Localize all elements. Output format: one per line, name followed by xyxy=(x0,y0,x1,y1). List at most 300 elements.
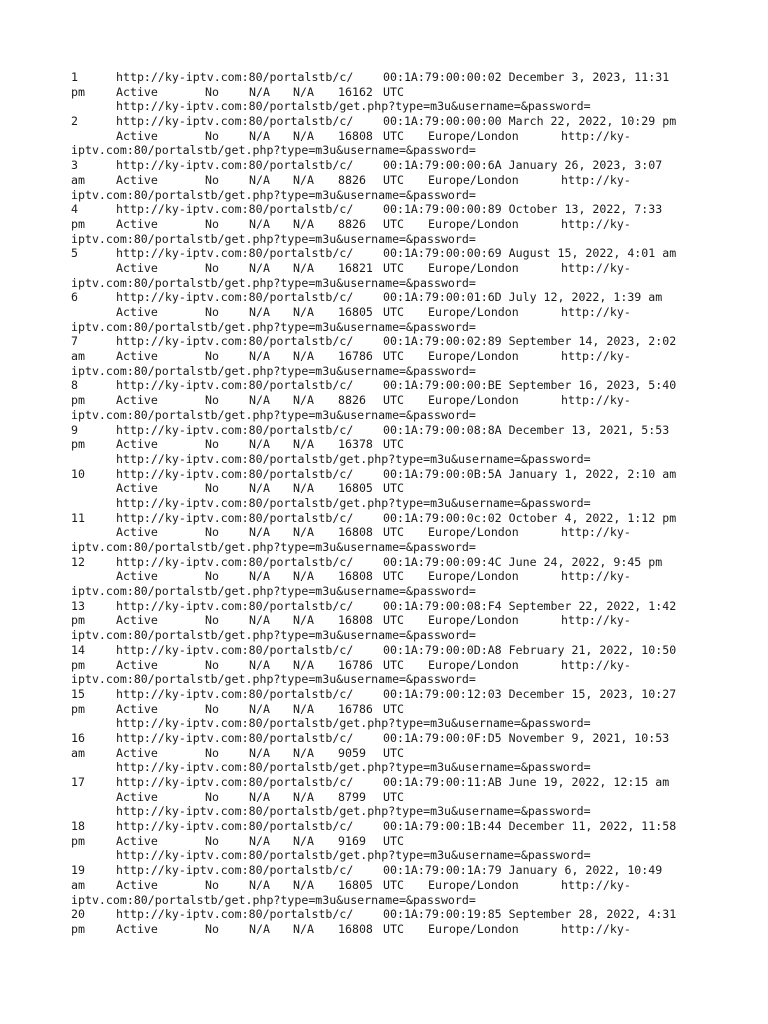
flag-value: No xyxy=(205,745,219,760)
record-line-primary xyxy=(71,687,711,702)
na-value: N/A xyxy=(249,877,270,892)
portal-url: http://ky-iptv.com:80/portalstb/c/ xyxy=(116,290,354,305)
mac-address: 00:1A:79:00:0B:5A xyxy=(383,466,502,481)
na-value: N/A xyxy=(293,525,314,540)
expiry-date: October 13, 2022, 7:33 xyxy=(508,202,663,217)
portal-url: http://ky-iptv.com:80/portalstb/c/ xyxy=(116,510,354,525)
na-value: N/A xyxy=(249,613,270,628)
channel-count: 16808 xyxy=(338,128,373,143)
flag-value: No xyxy=(205,481,219,496)
record-line-status xyxy=(71,437,711,452)
channel-count: 9169 xyxy=(338,833,366,848)
record-number: 15 xyxy=(71,686,85,701)
status-text: Active xyxy=(116,745,158,760)
time-suffix: pm xyxy=(71,437,85,452)
portal-url: http://ky-iptv.com:80/portalstb/c/ xyxy=(116,598,354,613)
playlist-url-continued: iptv.com:80/portalstb/get.php?type=m3u&username=&password= xyxy=(71,584,476,599)
na-value: N/A xyxy=(249,393,270,408)
record-line-primary xyxy=(71,114,711,129)
playlist-url-continued: iptv.com:80/portalstb/get.php?type=m3u&username=&password= xyxy=(71,407,476,422)
record-line-url xyxy=(71,452,711,467)
timezone: UTC xyxy=(383,437,404,452)
mac-and-date xyxy=(383,599,676,614)
mac-address: 00:1A:79:00:00:00 xyxy=(383,114,502,129)
portal-url: http://ky-iptv.com:80/portalstb/c/ xyxy=(116,819,354,834)
na-value: N/A xyxy=(249,437,270,452)
na-value: N/A xyxy=(293,128,314,143)
time-suffix: pm xyxy=(71,613,85,628)
channel-count: 16821 xyxy=(338,260,373,275)
timezone: UTC xyxy=(383,84,404,99)
region: Europe/London xyxy=(428,657,519,672)
channel-count: 16162 xyxy=(338,84,373,99)
region: Europe/London xyxy=(428,613,519,628)
mac-and-date xyxy=(383,643,676,658)
expiry-date: June 24, 2022, 9:45 pm xyxy=(508,554,663,569)
timezone: UTC xyxy=(383,701,404,716)
channel-count: 16808 xyxy=(338,525,373,540)
mac-address: 00:1A:79:00:00:69 xyxy=(383,246,502,261)
record-number: 5 xyxy=(71,246,78,261)
timezone: UTC xyxy=(383,172,404,187)
record-line-primary xyxy=(71,731,711,746)
na-value: N/A xyxy=(293,349,314,364)
record-number: 14 xyxy=(71,642,85,657)
record-line-status xyxy=(71,173,711,188)
na-value: N/A xyxy=(293,877,314,892)
region: Europe/London xyxy=(428,569,519,584)
playlist-url-continued: iptv.com:80/portalstb/get.php?type=m3u&username=&password= xyxy=(71,628,476,643)
record-number: 3 xyxy=(71,158,78,173)
time-suffix: pm xyxy=(71,657,85,672)
expiry-date: December 15, 2023, 10:27 xyxy=(508,686,677,701)
record-line-status xyxy=(71,613,711,628)
flag-value: No xyxy=(205,216,219,231)
na-value: N/A xyxy=(293,657,314,672)
time-suffix: pm xyxy=(71,833,85,848)
timezone: UTC xyxy=(383,657,404,672)
flag-value: No xyxy=(205,128,219,143)
record-line-status xyxy=(71,305,711,320)
record-line-url xyxy=(71,584,711,599)
record-number: 12 xyxy=(71,554,85,569)
mac-and-date xyxy=(383,423,669,438)
record-line-status xyxy=(71,569,711,584)
playlist-url-continued: iptv.com:80/portalstb/get.php?type=m3u&username=&password= xyxy=(71,143,476,158)
status-text: Active xyxy=(116,877,158,892)
flag-value: No xyxy=(205,525,219,540)
na-value: N/A xyxy=(293,437,314,452)
channel-count: 16805 xyxy=(338,305,373,319)
mac-address: 00:1A:79:00:00:89 xyxy=(383,202,502,217)
playlist-url-continued: iptv.com:80/portalstb/get.php?type=m3u&username=&password= xyxy=(71,892,476,907)
playlist-url-start: http://ky- xyxy=(561,216,631,231)
na-value: N/A xyxy=(293,569,314,584)
record-number: 8 xyxy=(71,378,78,393)
flag-value: No xyxy=(205,657,219,672)
record-line-primary xyxy=(71,378,711,393)
na-value: N/A xyxy=(293,305,314,319)
record-line-url xyxy=(71,804,711,819)
na-value: N/A xyxy=(293,84,314,99)
playlist-url-start: http://ky- xyxy=(561,569,631,584)
status-text: Active xyxy=(116,525,158,540)
playlist-url-continued: iptv.com:80/portalstb/get.php?type=m3u&username=&password= xyxy=(71,363,476,378)
playlist-url-start: http://ky- xyxy=(561,172,631,187)
na-value: N/A xyxy=(293,172,314,187)
timezone: UTC xyxy=(383,216,404,231)
record-line-url xyxy=(71,232,711,247)
playlist-url-start: http://ky- xyxy=(561,921,631,936)
record-line-status xyxy=(71,349,711,364)
playlist-url: http://ky-iptv.com:80/portalstb/get.php?type=m3u&username=&password= xyxy=(116,99,591,114)
timezone: UTC xyxy=(383,393,404,408)
expiry-date: February 21, 2022, 10:50 xyxy=(508,642,677,657)
flag-value: No xyxy=(205,613,219,628)
record-line-status xyxy=(71,834,711,849)
time-suffix: pm xyxy=(71,216,85,231)
flag-value: No xyxy=(205,260,219,275)
channel-count: 16786 xyxy=(338,657,373,672)
record-line-url xyxy=(71,672,711,687)
flag-value: No xyxy=(205,833,219,848)
record-line-status xyxy=(71,525,711,540)
na-value: N/A xyxy=(249,260,270,275)
record-line-primary xyxy=(71,511,711,526)
channel-count: 16805 xyxy=(338,481,373,496)
playlist-url: http://ky-iptv.com:80/portalstb/get.php?type=m3u&username=&password= xyxy=(116,760,591,775)
flag-value: No xyxy=(205,569,219,584)
na-value: N/A xyxy=(293,216,314,231)
status-text: Active xyxy=(116,393,158,408)
time-suffix: pm xyxy=(71,921,85,936)
record-number: 10 xyxy=(71,466,85,481)
record-number: 19 xyxy=(71,863,85,878)
expiry-date: November 9, 2021, 10:53 xyxy=(508,730,670,745)
time-suffix: pm xyxy=(71,701,85,716)
na-value: N/A xyxy=(249,833,270,848)
mac-address: 00:1A:79:00:0c:02 xyxy=(383,510,502,525)
channel-count: 16808 xyxy=(338,613,373,628)
mac-address: 00:1A:79:00:19:85 xyxy=(383,907,502,922)
record-line-primary xyxy=(71,599,711,614)
expiry-date: December 13, 2021, 5:53 xyxy=(508,422,670,437)
record-line-url xyxy=(71,320,711,335)
time-suffix: am xyxy=(71,349,85,364)
playlist-url-continued: iptv.com:80/portalstb/get.php?type=m3u&username=&password= xyxy=(71,540,476,554)
na-value: N/A xyxy=(249,481,270,496)
na-value: N/A xyxy=(249,745,270,760)
timezone: UTC xyxy=(383,305,404,319)
region: Europe/London xyxy=(428,349,519,364)
record-number: 20 xyxy=(71,907,85,922)
status-text: Active xyxy=(116,701,158,716)
channel-count: 8826 xyxy=(338,216,366,231)
record-line-url xyxy=(71,848,711,863)
playlist-url: http://ky-iptv.com:80/portalstb/get.php?type=m3u&username=&password= xyxy=(116,848,591,863)
playlist-url-continued: iptv.com:80/portalstb/get.php?type=m3u&username=&password= xyxy=(71,275,476,290)
record-line-status xyxy=(71,878,711,893)
mac-address: 00:1A:79:00:00:6A xyxy=(383,158,502,173)
mac-and-date xyxy=(383,202,662,217)
record-line-url xyxy=(71,716,711,731)
playlist-url: http://ky-iptv.com:80/portalstb/get.php?type=m3u&username=&password= xyxy=(116,451,591,466)
portal-url: http://ky-iptv.com:80/portalstb/c/ xyxy=(116,422,354,437)
timezone: UTC xyxy=(383,525,404,540)
timezone: UTC xyxy=(383,569,404,584)
record-number: 6 xyxy=(71,290,78,305)
na-value: N/A xyxy=(293,745,314,760)
record-number: 13 xyxy=(71,598,85,613)
portal-url: http://ky-iptv.com:80/portalstb/c/ xyxy=(116,642,354,657)
expiry-date: January 1, 2022, 2:10 am xyxy=(508,466,677,481)
record-line-status xyxy=(71,746,711,761)
mac-address: 00:1A:79:00:00:02 xyxy=(383,70,502,84)
mac-and-date xyxy=(383,511,676,526)
region: Europe/London xyxy=(428,393,519,408)
record-number: 16 xyxy=(71,730,85,745)
record-line-primary xyxy=(71,775,711,790)
mac-and-date xyxy=(383,687,676,702)
na-value: N/A xyxy=(249,657,270,672)
flag-value: No xyxy=(205,172,219,187)
status-text: Active xyxy=(116,657,158,672)
expiry-date: August 15, 2022, 4:01 am xyxy=(508,246,677,261)
flag-value: No xyxy=(205,393,219,408)
timezone: UTC xyxy=(383,833,404,848)
playlist-url-continued: iptv.com:80/portalstb/get.php?type=m3u&username=&password= xyxy=(71,319,476,334)
document-body xyxy=(71,70,711,937)
flag-value: No xyxy=(205,84,219,99)
mac-and-date xyxy=(383,246,676,261)
mac-and-date xyxy=(383,775,669,790)
mac-and-date xyxy=(383,158,662,173)
channel-count: 9059 xyxy=(338,745,366,760)
record-line-status xyxy=(71,85,711,100)
record-line-url xyxy=(71,99,711,114)
mac-address: 00:1A:79:00:09:4C xyxy=(383,554,502,569)
record-line-status xyxy=(71,702,711,717)
mac-and-date xyxy=(383,731,669,746)
channel-count: 16808 xyxy=(338,921,373,936)
mac-address: 00:1A:79:00:0F:D5 xyxy=(383,730,502,745)
portal-url: http://ky-iptv.com:80/portalstb/c/ xyxy=(116,730,354,745)
record-line-url xyxy=(71,188,711,203)
record-number: 7 xyxy=(71,334,78,349)
playlist-url: http://ky-iptv.com:80/portalstb/get.php?type=m3u&username=&password= xyxy=(116,804,591,819)
na-value: N/A xyxy=(249,84,270,99)
status-text: Active xyxy=(116,921,158,936)
na-value: N/A xyxy=(293,481,314,496)
channel-count: 16786 xyxy=(338,349,373,364)
mac-and-date xyxy=(383,70,669,85)
record-line-status xyxy=(71,481,711,496)
channel-count: 16786 xyxy=(338,701,373,716)
status-text: Active xyxy=(116,833,158,848)
record-line-url xyxy=(71,496,711,511)
playlist-url-start: http://ky- xyxy=(561,349,631,364)
expiry-date: September 14, 2023, 2:02 xyxy=(508,334,677,349)
record-line-primary xyxy=(71,290,711,305)
expiry-date: September 22, 2022, 1:42 xyxy=(508,598,677,613)
timezone: UTC xyxy=(383,349,404,364)
na-value: N/A xyxy=(249,172,270,187)
channel-count: 8799 xyxy=(338,789,366,804)
mac-and-date xyxy=(383,907,676,922)
status-text: Active xyxy=(116,349,158,364)
status-text: Active xyxy=(116,172,158,187)
expiry-date: September 16, 2023, 5:40 xyxy=(508,378,677,393)
record-line-url xyxy=(71,628,711,643)
record-line-primary xyxy=(71,334,711,349)
playlist-url-start: http://ky- xyxy=(561,305,631,319)
record-line-url xyxy=(71,143,711,158)
playlist-url-start: http://ky- xyxy=(561,393,631,408)
record-line-primary xyxy=(71,555,711,570)
playlist-url-continued: iptv.com:80/portalstb/get.php?type=m3u&username=&password= xyxy=(71,187,476,202)
mac-and-date xyxy=(383,467,676,482)
na-value: N/A xyxy=(249,216,270,231)
record-number: 4 xyxy=(71,202,78,217)
na-value: N/A xyxy=(249,789,270,804)
mac-and-date xyxy=(383,819,676,834)
record-line-status xyxy=(71,129,711,144)
playlist-url-start: http://ky- xyxy=(561,657,631,672)
mac-and-date xyxy=(383,334,676,349)
status-text: Active xyxy=(116,128,158,143)
mac-and-date xyxy=(383,290,662,305)
status-text: Active xyxy=(116,305,158,319)
mac-and-date xyxy=(383,114,676,129)
record-line-status xyxy=(71,790,711,805)
portal-url: http://ky-iptv.com:80/portalstb/c/ xyxy=(116,907,354,922)
playlist-url-start: http://ky- xyxy=(561,128,631,143)
channel-count: 16808 xyxy=(338,569,373,584)
timezone: UTC xyxy=(383,745,404,760)
na-value: N/A xyxy=(249,921,270,936)
mac-address: 00:1A:79:00:1B:44 xyxy=(383,819,502,834)
na-value: N/A xyxy=(249,128,270,143)
na-value: N/A xyxy=(293,789,314,804)
record-number: 17 xyxy=(71,775,85,789)
record-line-primary xyxy=(71,202,711,217)
region: Europe/London xyxy=(428,216,519,231)
status-text: Active xyxy=(116,437,158,452)
flag-value: No xyxy=(205,877,219,892)
time-suffix: pm xyxy=(71,393,85,408)
na-value: N/A xyxy=(249,349,270,364)
region: Europe/London xyxy=(428,525,519,540)
portal-url: http://ky-iptv.com:80/portalstb/c/ xyxy=(116,114,354,129)
playlist-url-start: http://ky- xyxy=(561,260,631,275)
expiry-date: January 6, 2022, 10:49 xyxy=(508,863,663,878)
time-suffix: am xyxy=(71,745,85,760)
mac-and-date xyxy=(383,863,662,878)
record-line-primary xyxy=(71,907,711,922)
region: Europe/London xyxy=(428,877,519,892)
record-line-primary xyxy=(71,467,711,482)
na-value: N/A xyxy=(249,569,270,584)
na-value: N/A xyxy=(249,701,270,716)
mac-address: 00:1A:79:00:08:8A xyxy=(383,422,502,437)
playlist-url-start: http://ky- xyxy=(561,525,631,540)
record-line-primary xyxy=(71,819,711,834)
record-line-url xyxy=(71,408,711,423)
timezone: UTC xyxy=(383,877,404,892)
playlist-url: http://ky-iptv.com:80/portalstb/get.php?type=m3u&username=&password= xyxy=(116,495,591,510)
portal-url: http://ky-iptv.com:80/portalstb/c/ xyxy=(116,334,354,349)
mac-address: 00:1A:79:00:02:89 xyxy=(383,334,502,349)
region: Europe/London xyxy=(428,260,519,275)
time-suffix: am xyxy=(71,172,85,187)
mac-and-date xyxy=(383,378,676,393)
timezone: UTC xyxy=(383,481,404,496)
region: Europe/London xyxy=(428,172,519,187)
timezone: UTC xyxy=(383,260,404,275)
portal-url: http://ky-iptv.com:80/portalstb/c/ xyxy=(116,202,354,217)
record-number: 1 xyxy=(71,70,78,84)
na-value: N/A xyxy=(293,613,314,628)
expiry-date: December 11, 2022, 11:58 xyxy=(508,819,677,834)
mac-address: 00:1A:79:00:12:03 xyxy=(383,686,502,701)
mac-address: 00:1A:79:00:0D:A8 xyxy=(383,642,502,657)
flag-value: No xyxy=(205,789,219,804)
na-value: N/A xyxy=(293,701,314,716)
record-line-url xyxy=(71,893,711,908)
record-number: 2 xyxy=(71,114,78,129)
status-text: Active xyxy=(116,260,158,275)
channel-count: 8826 xyxy=(338,172,366,187)
time-suffix: am xyxy=(71,877,85,892)
record-line-status xyxy=(71,922,711,937)
portal-url: http://ky-iptv.com:80/portalstb/c/ xyxy=(116,70,354,84)
record-line-primary xyxy=(71,863,711,878)
record-line-primary xyxy=(71,246,711,261)
status-text: Active xyxy=(116,569,158,584)
timezone: UTC xyxy=(383,613,404,628)
status-text: Active xyxy=(116,84,158,99)
flag-value: No xyxy=(205,305,219,319)
record-line-url xyxy=(71,760,711,775)
portal-url: http://ky-iptv.com:80/portalstb/c/ xyxy=(116,158,354,173)
timezone: UTC xyxy=(383,921,404,936)
na-value: N/A xyxy=(293,260,314,275)
channel-count: 8826 xyxy=(338,393,366,408)
time-suffix: pm xyxy=(71,84,85,99)
record-line-status xyxy=(71,261,711,276)
na-value: N/A xyxy=(249,305,270,319)
playlist-url-continued: iptv.com:80/portalstb/get.php?type=m3u&username=&password= xyxy=(71,231,476,246)
expiry-date: October 4, 2022, 1:12 pm xyxy=(508,510,677,525)
record-line-url xyxy=(71,276,711,291)
mac-address: 00:1A:79:00:1A:79 xyxy=(383,863,502,878)
timezone: UTC xyxy=(383,128,404,143)
flag-value: No xyxy=(205,921,219,936)
record-number: 18 xyxy=(71,819,85,834)
expiry-date: January 26, 2023, 3:07 xyxy=(508,158,663,173)
playlist-url-start: http://ky- xyxy=(561,877,631,892)
record-line-url xyxy=(71,364,711,379)
expiry-date: March 22, 2022, 10:29 pm xyxy=(508,114,677,129)
na-value: N/A xyxy=(293,393,314,408)
portal-url: http://ky-iptv.com:80/portalstb/c/ xyxy=(116,246,354,261)
record-line-primary xyxy=(71,158,711,173)
expiry-date: September 28, 2022, 4:31 xyxy=(508,907,677,922)
portal-url: http://ky-iptv.com:80/portalstb/c/ xyxy=(116,466,354,481)
flag-value: No xyxy=(205,349,219,364)
record-line-status xyxy=(71,393,711,408)
region: Europe/London xyxy=(428,128,519,143)
